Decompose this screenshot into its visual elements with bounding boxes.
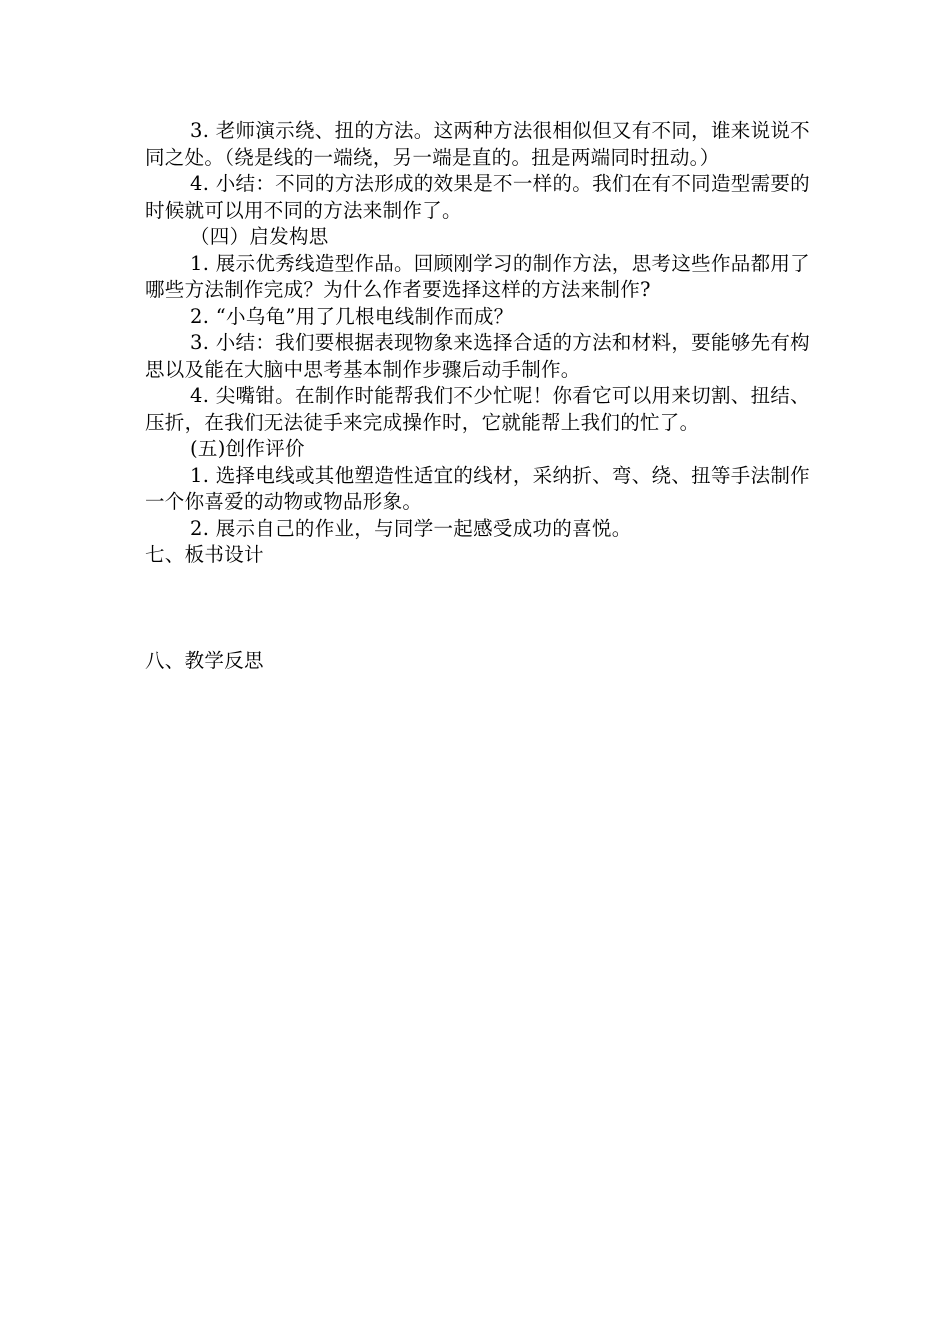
paragraph-demo-methods: 3. 老师演示绕、扭的方法。这两种方法很相似但又有不同，谁来说说不同之处。（绕是线的一端绕，另一端是直的。扭是两端同时扭动。） (145, 119, 810, 169)
section-heading-blackboard-design: 七、板书设计 (145, 543, 264, 566)
paragraph-summary-materials: 3. 小结：我们要根据表现物象来选择合适的方法和材料，要能够先有构思以及能在大脑中思考基本制作步骤后动手制作。 (145, 331, 810, 381)
document-page (145, 118, 810, 674)
subheading-create-evaluate: (五)创作评价 (190, 437, 305, 460)
paragraph-little-turtle: 2. “小乌龟”用了几根电线制作而成？ (190, 304, 514, 328)
paragraph-summary-methods: 4. 小结：不同的方法形成的效果是不一样的。我们在有不同造型需要的时候就可以用不同的方法来制作了。 (145, 172, 810, 222)
paragraph-show-work: 2. 展示自己的作业，与同学一起感受成功的喜悦。 (190, 516, 632, 540)
paragraph-show-works: 1. 展示优秀线造型作品。回顾刚学习的制作方法，思考这些作品都用了哪些方法制作完成？为什么作者要选择这样的方法来制作? (145, 251, 810, 301)
paragraph-pliers: 4. 尖嘴钳。在制作时能帮我们不少忙呢！你看它可以用来切割、扭结、压折，在我们无法徒手来完成操作时，它就能帮上我们的忙了。 (145, 384, 810, 434)
section-heading-teaching-reflection: 八、教学反思 (145, 648, 264, 672)
blank-space (145, 569, 810, 648)
subheading-inspire-ideas: （四）启发构思 (190, 225, 329, 248)
paragraph-make-model: 1. 选择电线或其他塑造性适宜的线材，采纳折、弯、绕、扭等手法制作一个你喜爱的动物或物品形象。 (145, 463, 810, 513)
